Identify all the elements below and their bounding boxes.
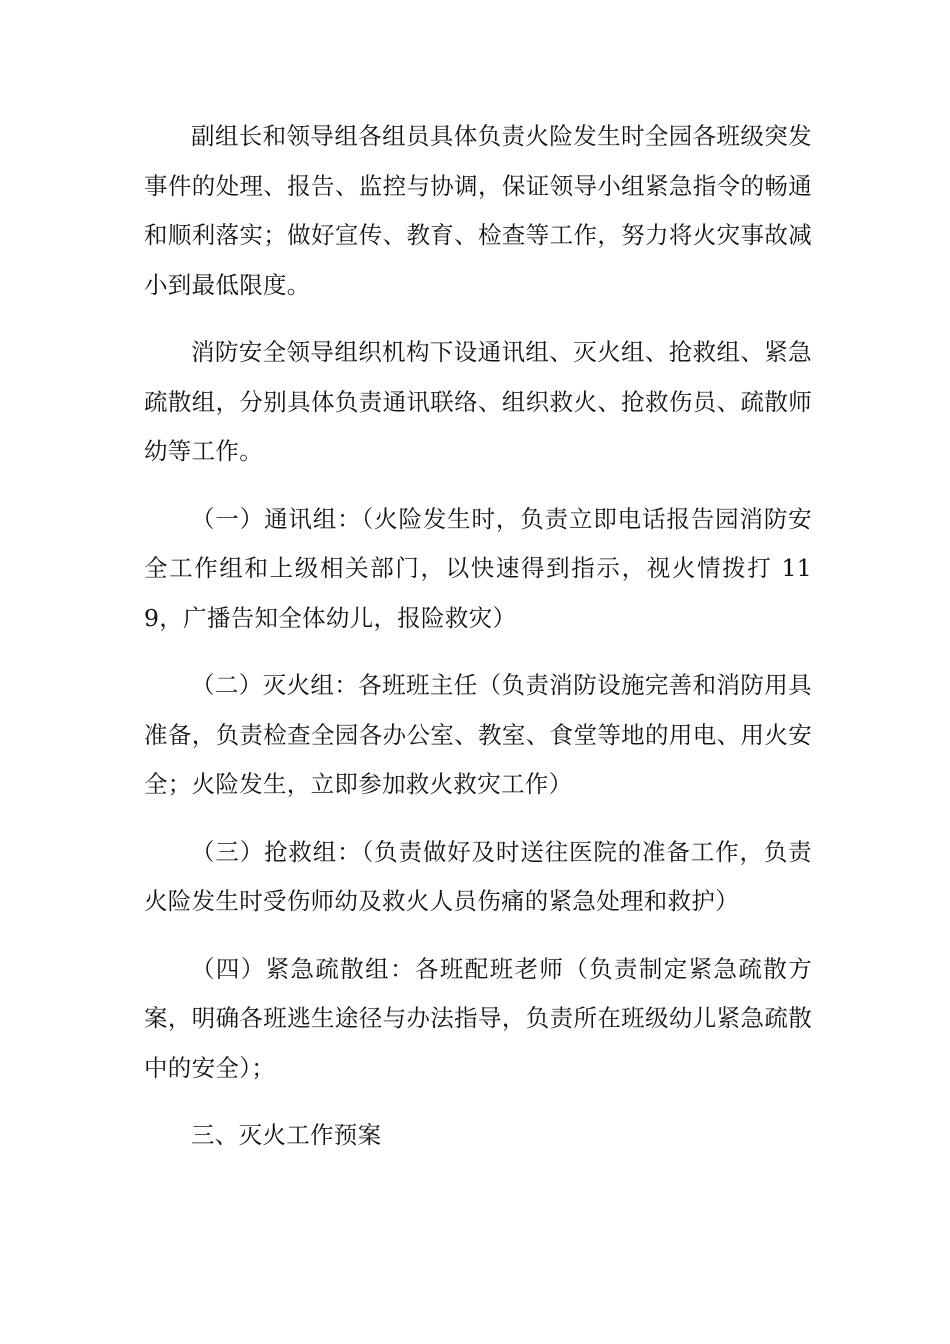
- paragraph-evacuation-group: （四）紧急疏散组：各班配班老师（负责制定紧急疏散方案，明确各班逃生途径与办法指导，负责所在班级幼儿紧急疏散中的安全）；: [144, 954, 812, 1082]
- paragraph-organization-structure: 消防安全领导组织机构下设通讯组、灭火组、抢救组、紧急疏散组，分别具体负责通讯联络、组织救火、抢救伤员、疏散师幼等工作。: [144, 338, 812, 465]
- paragraph-firefighting-group: （二）灭火组：各班班主任（负责消防设施完善和消防用具准备，负责检查全园各办公室、教室、食堂等地的用电、用火安全；火险发生，立即参加救火救灾工作）: [144, 671, 812, 798]
- paragraph-communication-group: （一）通讯组：（火险发生时，负责立即电话报告园消防安全工作组和上级相关部门，以快速得到指示，视火情拨打 119，广播告知全体幼儿，报险救灾）: [144, 504, 812, 632]
- paragraph-leader-duties: 副组长和领导组各组员具体负责火险发生时全园各班级突发事件的处理、报告、监控与协调，保证领导小组紧急指令的畅通和顺利落实；做好宣传、教育、检查等工作，努力将火灾事故减小到最低限度。: [144, 122, 812, 299]
- document-body: [144, 112, 812, 1179]
- paragraph-rescue-group: （三）抢救组：（负责做好及时送往医院的准备工作，负责火险发生时受伤师幼及救火人员伤痛的紧急处理和救护）: [144, 837, 812, 915]
- section-heading-firefighting-plan: 三、灭火工作预案: [191, 1121, 382, 1149]
